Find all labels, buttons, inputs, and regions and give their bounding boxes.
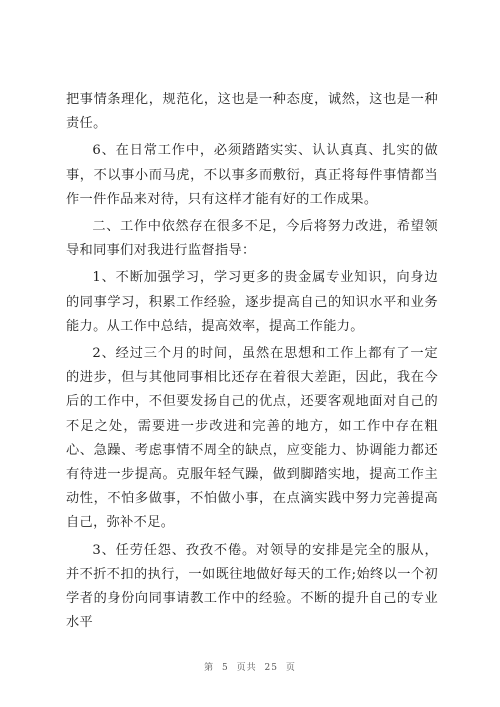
paragraph-6: 3、任劳任怨、孜孜不倦。对领导的安排是完全的服从，并不折不扣的执行，一如既往地做好每天的工作;始终以一个初学者的身份向同事请教工作中的经验。不断的提升自己的专业水平 (66, 542, 438, 631)
paragraph-4: 1、不断加强学习，学习更多的贵金属专业知识，向身边的同事学习，积累工作经验，逐步提高自己的知识水平和业务能力。从工作中总结，提高效率，提高工作能力。 (66, 270, 438, 334)
document-body (66, 88, 438, 638)
footer-label-pages: 页 (285, 663, 296, 673)
page-footer (0, 660, 500, 673)
footer-current-page: 5 (222, 663, 229, 673)
paragraph-1: 把事情条理化，规范化，这也是一种态度，诚然，这也是一种责任。 (66, 92, 438, 132)
paragraph-2: 6、在日常工作中，必须踏踏实实、认认真真、扎实的做事，不以事小而马虎，不以事多而敷衍，真正将每件事情都当作一件作品来对待，只有这样才能有好的工作成果。 (66, 143, 438, 207)
paragraph-3: 二、工作中依然存在很多不足，今后将努力改进，希望领导和同事们对我进行监督指导： (66, 219, 438, 259)
paragraph-5: 2、经过三个月的时间，虽然在思想和工作上都有了一定的进步，但与其他同事相比还存在着很大差距，因此，我在今后的工作中，不但要发扬自己的优点，还要客观地面对自己的不足之处，需要进一步改进和完善的地方，如工作中存在粗心、急躁、考虑事情不周全的缺点，应变能力、协调能力都还有待进一步提高。克服年轻气躁，做到脚踏实地，提高工作主动性，不怕多做事，不怕做小事，在点滴实践中努力完善提高自己，弥补不足。 (66, 346, 438, 531)
footer-label-of: 页共 (236, 663, 257, 673)
footer-label-page: 第 (204, 663, 215, 673)
footer-total-pages: 25 (264, 663, 278, 673)
